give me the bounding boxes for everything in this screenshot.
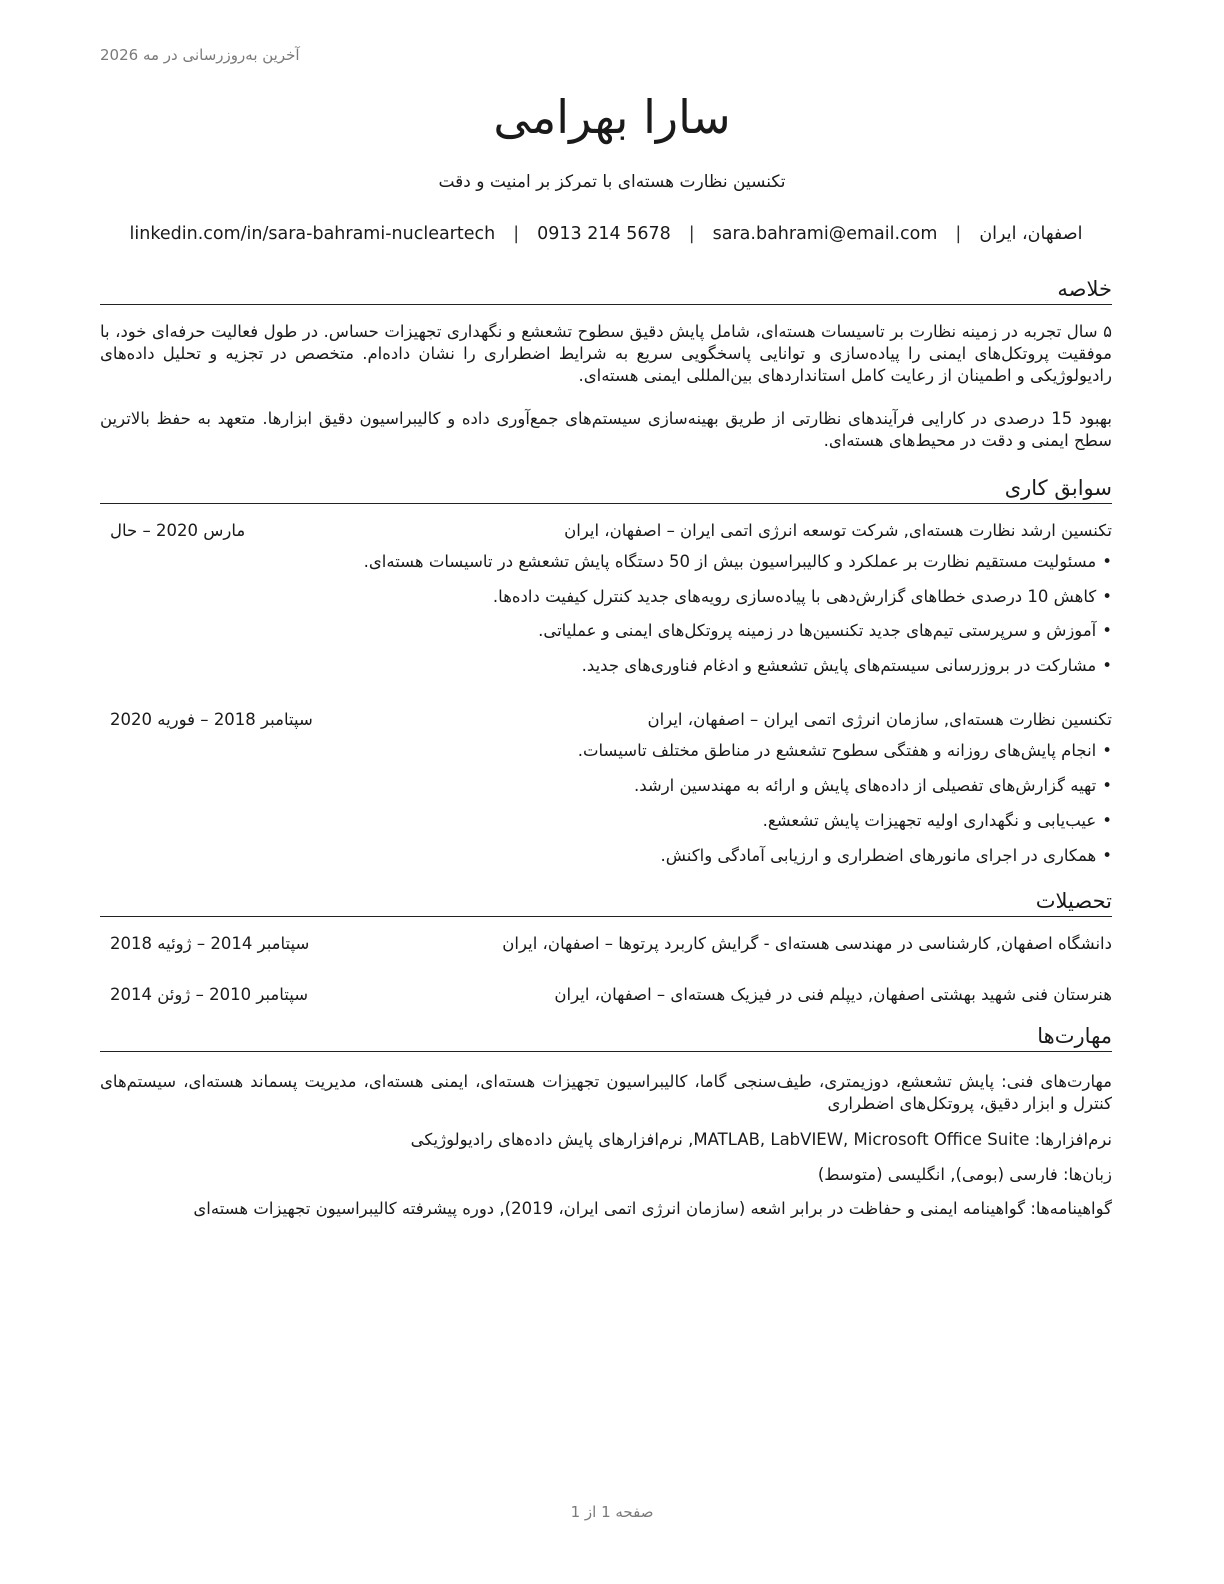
contact-phone[interactable]: 0913 214 5678: [537, 224, 671, 244]
job-bullet: • همکاری در اجرای مانورهای اضطراری و ارزیابی آمادگی واکنش.: [100, 845, 1112, 867]
contact-location: اصفهان، ایران: [979, 224, 1083, 244]
skills-languages: زبان‌ها: فارسی (بومی), انگلیسی (متوسط): [817, 1165, 1112, 1184]
skills-software-tail: , نرم‌افزارهای پایش داده‌های رادیولوژیکی: [410, 1130, 694, 1149]
skills-software: [100, 1129, 1112, 1151]
education-date: سپتامبر 2010 – ژوئن 2014: [110, 985, 309, 1004]
section-heading-experience: سوابق کاری: [100, 475, 1112, 504]
section-heading-skills: مهارت‌ها: [100, 1023, 1112, 1052]
job-bullet: • کاهش 10 درصدی خطاهای گزارش‌دهی با پیاده‌سازی رویه‌های جدید کنترل کیفیت داده‌ها.: [100, 586, 1112, 608]
job-bullet: • انجام پایش‌های روزانه و هفتگی سطوح تشعشع در مناطق مختلف تاسیسات.: [100, 740, 1112, 762]
education-entry: [100, 984, 1112, 1006]
job-bullet: • عیب‌یابی و نگهداری اولیه تجهیزات پایش تشعشع.: [100, 810, 1112, 832]
skills-software-label: نرم‌افزارها:: [1034, 1130, 1112, 1149]
job-bullet: • تهیه گزارش‌های تفصیلی از داده‌های پایش و ارائه به مهندسین ارشد.: [100, 775, 1112, 797]
skills-technical: مهارت‌های فنی: پایش تشعشع، دوزیمتری، طیف‌سنجی گاما، کالیبراسیون تجهیزات هسته‌ای، ایمنی هسته‌ای، مدیریت پسماند هسته‌ای، سیستم‌های کنترل و ابزار دقیق، پروتکل‌های اضطراری: [100, 1072, 1112, 1113]
job-title-company: تکنسین نظارت هسته‌ای, سازمان انرژی اتمی ایران – اصفهان، ایران: [647, 710, 1112, 729]
summary-paragraph-2: بهبود 15 درصدی در کارایی فرآیندهای نظارتی از طریق بهینه‌سازی سیستم‌های جمع‌آوری داده و کالیبراسیون دقیق ابزارها. متعهد به حفظ بالاترین سطح ایمنی و دقت در محیط‌های هسته‌ای.: [100, 409, 1113, 450]
skills-software-list: MATLAB, LabVIEW, Microsoft Office Suite: [693, 1130, 1030, 1149]
contact-email[interactable]: sara.bahrami@email.com: [712, 224, 938, 244]
candidate-name: سارا بهرامی: [493, 90, 731, 144]
education-date: سپتامبر 2014 – ژوئیه 2018: [110, 934, 310, 953]
contact-separator: |: [688, 224, 695, 244]
education-institution-degree: هنرستان فنی شهید بهشتی اصفهان, دیپلم فنی در فیزیک هسته‌ای – اصفهان، ایران: [554, 985, 1112, 1004]
job-bullet: • مسئولیت مستقیم نظارت بر عملکرد و کالیبراسیون بیش از 50 دستگاه پایش تشعشع در تاسیسات هسته‌ای.: [100, 551, 1112, 573]
education-institution-degree: دانشگاه اصفهان, کارشناسی در مهندسی هسته‌ای - گرایش کاربرد پرتوها – اصفهان، ایران: [502, 934, 1112, 953]
contact-separator: |: [955, 224, 962, 244]
page-number: صفحه 1 از 1: [570, 1503, 654, 1521]
job-title-company: تکنسین ارشد نظارت هسته‌ای, شرکت توسعه انرژی اتمی ایران – اصفهان، ایران: [564, 521, 1112, 540]
job-header: [100, 709, 1112, 731]
job-bullet: • مشارکت در بروزرسانی سیستم‌های پایش تشعشع و ادغام فناوری‌های جدید.: [100, 655, 1112, 677]
job-title: تکنسین نظارت هسته‌ای با تمرکز بر امنیت و دقت: [438, 172, 786, 192]
summary-paragraph-1: ۵ سال تجربه در زمینه نظارت بر تاسیسات هسته‌ای، شامل پایش دقیق سطوح تشعشع و نگهداری تجهیزات حساس. در طول فعالیت حرفه‌ای خود، با موفقیت پروتکل‌های ایمنی را پیاده‌سازی و توانایی پاسخگویی سریع به شرایط اضطراری را نشان داده‌ام. متخصص در تجزیه و تحلیل داده‌های رادیولوژیکی و اطمینان از رعایت کامل استانداردهای بین‌المللی ایمنی هسته‌ای.: [100, 322, 1112, 385]
job-bullet: • آموزش و سرپرستی تیم‌های جدید تکنسین‌ها در زمینه پروتکل‌های ایمنی و عملیاتی.: [100, 620, 1112, 642]
job-date: سپتامبر 2018 – فوریه 2020: [110, 710, 313, 729]
contact-separator: |: [513, 224, 520, 244]
job-date: مارس 2020 – حال: [110, 521, 246, 540]
last-updated-text: آخرین به‌روزرسانی در مه 2026: [100, 46, 300, 64]
education-entry: [100, 933, 1112, 955]
job-header: [100, 520, 1112, 542]
section-heading-education: تحصیلات: [100, 888, 1112, 917]
contact-linkedin[interactable]: linkedin.com/in/sara-bahrami-nucleartech: [129, 224, 496, 244]
section-heading-summary: خلاصه: [100, 276, 1112, 305]
skills-certifications: گواهینامه‌ها: گواهینامه ایمنی و حفاظت در برابر اشعه (سازمان انرژی اتمی ایران، 2019), دوره پیشرفته کالیبراسیون تجهیزات هسته‌ای: [193, 1199, 1112, 1218]
contact-bar: [100, 224, 1112, 244]
